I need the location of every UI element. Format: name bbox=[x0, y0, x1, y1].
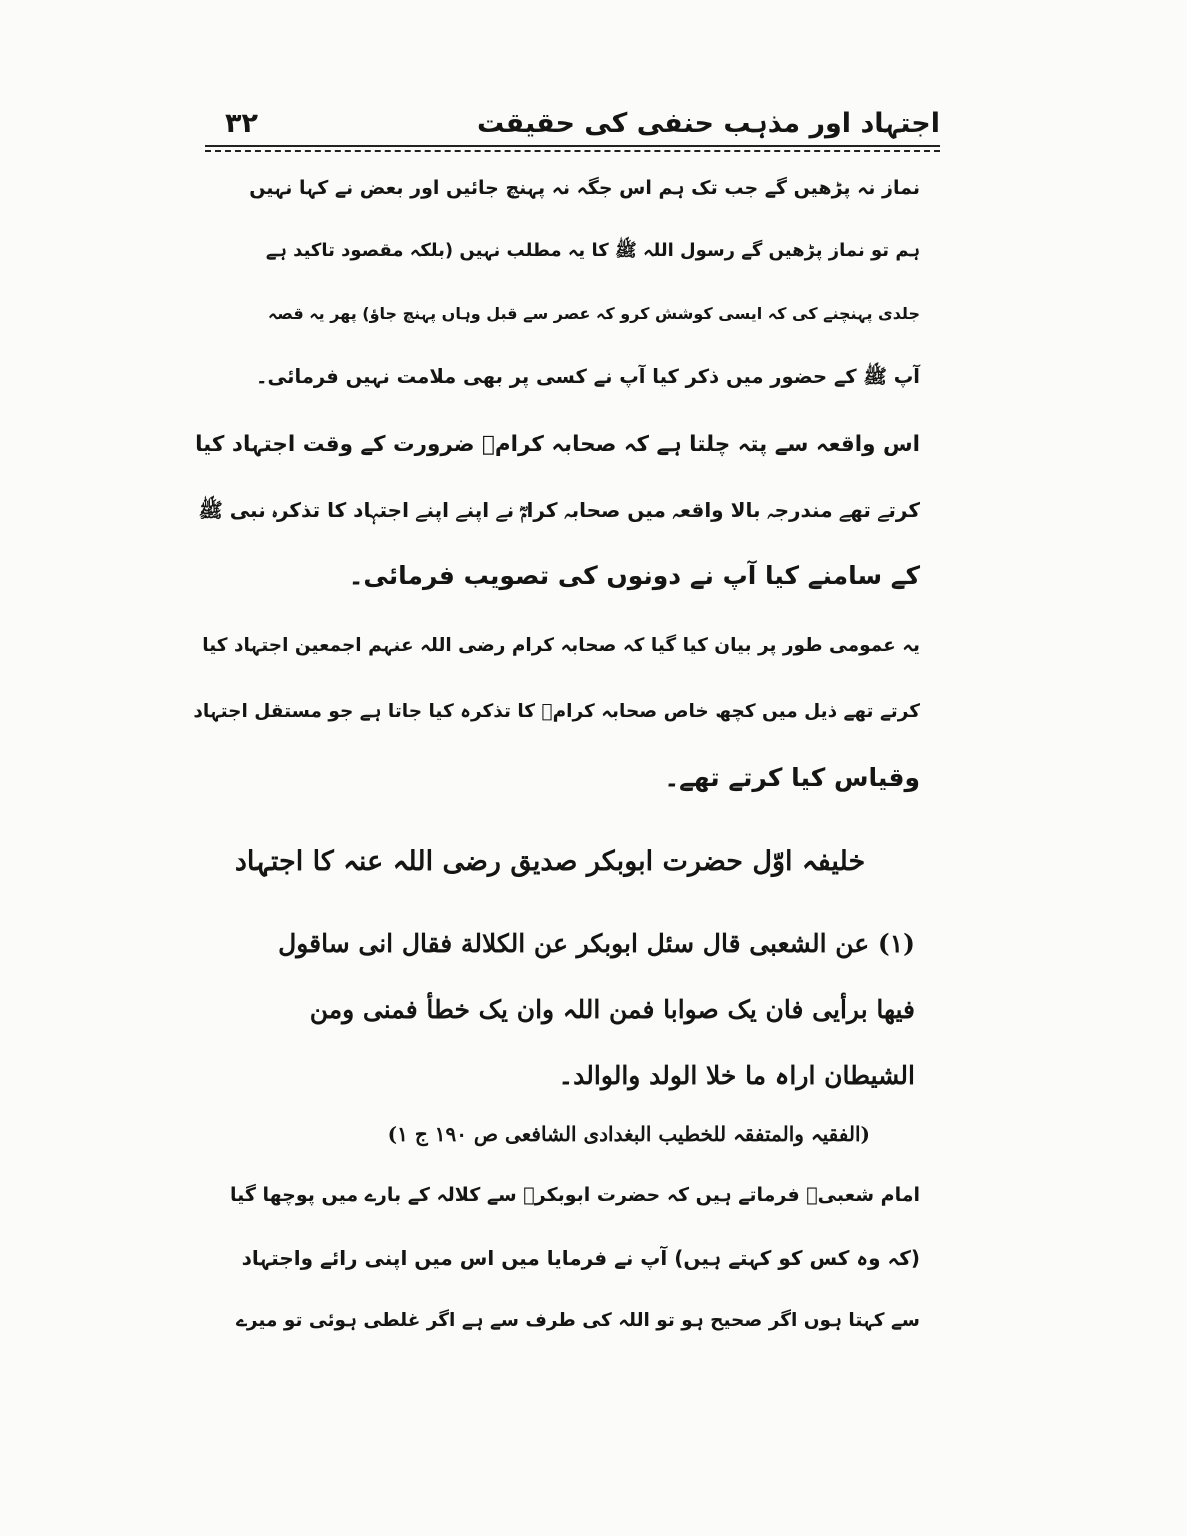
text-line: جلدی پہنچنے کی کہ ایسی کوشش کرو کہ عصر سے قبل وہاں پہنچ جاؤ) پھر یہ قصہ bbox=[268, 304, 920, 323]
page-header bbox=[205, 108, 940, 148]
arabic-line: الشیطان اراہ ما خلا الولد والوالد۔ bbox=[558, 1061, 915, 1090]
book-title: اجتہاد اور مذہب حنفی کی حقیقت bbox=[476, 108, 940, 139]
arabic-line: فیها برأیی فان یک صوابا فمن اللہ وان یک خطأ فمنی ومن bbox=[309, 995, 915, 1024]
text-line: وقیاس کیا کرتے تھے۔ bbox=[664, 763, 920, 792]
text-line: سے کہتا ہوں اگر صحیح ہو تو اللہ کی طرف سے ہے اگر غلطی ہوئی تو میرے bbox=[236, 1310, 920, 1331]
section-heading: خلیفہ اوّل حضرت ابوبکر صدیق رضی اللہ عنہ کا اجتہاد bbox=[234, 846, 866, 877]
text-line: امام شعبیؒ فرماتے ہیں کہ حضرت ابوبکرؓ سے کلالہ کے بارے میں پوچھا گیا bbox=[229, 1184, 920, 1206]
page-number: ۳۲ bbox=[225, 108, 258, 139]
text-line: آپ ﷺ کے حضور میں ذکر کیا آپ نے کسی پر بھی ملامت نہیں فرمائی۔ bbox=[256, 365, 920, 388]
arabic-line: (۱) عن الشعبی قال سئل ابوبکر عن الکلالة فقال انی ساقول bbox=[278, 929, 915, 958]
text-line: ہم تو نماز پڑھیں گے رسول اللہ ﷺ کا یہ مطلب نہیں (بلکہ مقصود تاکید ہے bbox=[265, 240, 920, 261]
header-rule bbox=[205, 145, 940, 152]
text-line: یہ عمومی طور پر بیان کیا گیا کہ صحابہ کرام رضی اللہ عنہم اجمعین اجتہاد کیا bbox=[202, 635, 920, 656]
text-line: کرتے تھے مندرجہ بالا واقعہ میں صحابہ کرامؓ نے اپنے اپنے اجتہاد کا تذکرہ نبی ﷺ bbox=[198, 498, 920, 522]
text-line: اس واقعہ سے پتہ چلتا ہے کہ صحابہ کرامؓ ضرورت کے وقت اجتہاد کیا bbox=[195, 432, 920, 457]
text-line: کرتے تھے ذیل میں کچھ خاص صحابہ کرامؓ کا تذکرہ کیا جاتا ہے جو مستقل اجتہاد bbox=[193, 701, 920, 722]
citation-reference: (الفقیہ والمتفقہ للخطیب البغدادی الشافعی ص ۱۹۰ ج ۱) bbox=[387, 1122, 870, 1146]
text-line: نماز نہ پڑھیں گے جب تک ہم اس جگہ نہ پہنچ جائیں اور بعض نے کہا نہیں bbox=[249, 177, 920, 199]
text-line: کے سامنے کیا آپ نے دونوں کی تصویب فرمائی۔ bbox=[348, 561, 920, 590]
text-line: (کہ وہ کس کو کہتے ہیں) آپ نے فرمایا میں اس میں اپنی رائے واجتہاد bbox=[241, 1246, 920, 1270]
